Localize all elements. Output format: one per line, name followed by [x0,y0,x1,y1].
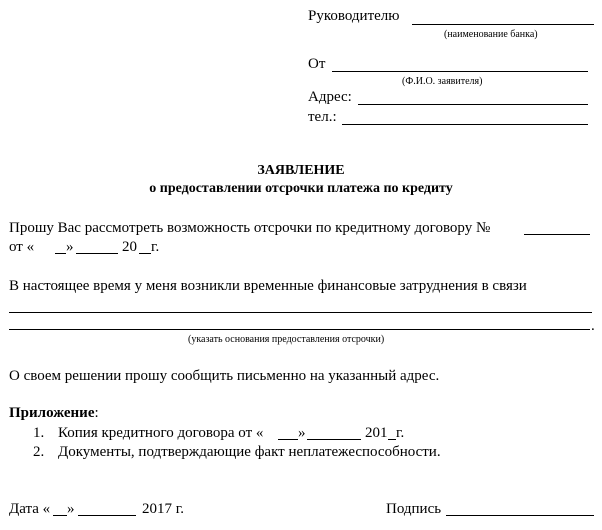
to-label: Руководителю [308,8,400,24]
attachments-heading-group [9,404,99,422]
signature-line [446,515,594,516]
reason-line-1 [9,312,592,313]
from-label: От [308,56,326,72]
contract-day-line [55,253,66,254]
contract-month-line [76,253,118,254]
contract-year-prefix: 20 [122,239,137,255]
document-title: ЗАЯВЛЕНИЕ [257,163,345,178]
reason-line-2 [9,329,590,330]
attachments-colon: : [94,405,99,421]
attachment-1-year: 201 [365,425,388,441]
fio-hint: (Ф.И.О. заявителя) [402,76,483,87]
contract-date-close-quote: » [66,239,74,255]
request-text: Прошу Вас рассмотреть возможность отсрочки по кредитному договору № [9,220,491,236]
attachment-1-month-line [307,439,361,440]
attachment-2-text: Документы, подтверждающие факт неплатежеспособности. [58,444,441,460]
phone-line [342,124,588,125]
bank-name-hint: (наименование банка) [444,29,538,40]
fio-line [332,71,588,72]
attachment-1-year-suffix: г. [396,425,405,441]
footer-date-label: Дата « [9,501,51,517]
attachment-2-number: 2. [33,444,45,460]
contract-date-from: от « [9,239,35,255]
document-subtitle: о предоставлении отсрочки платежа по кредиту [149,181,453,196]
footer-date-year: 2017 г. [142,501,184,517]
address-line [358,104,588,105]
contract-year-suffix: г. [151,239,160,255]
contract-number-line [524,234,590,235]
notify-text: О своем решении прошу сообщить письменно на указанный адрес. [9,368,440,384]
footer-day-line [53,515,67,516]
attachment-1-year-line [388,439,396,440]
difficulties-text: В настоящее время у меня возникли временные финансовые затруднения в связи [9,278,527,294]
attachment-1-day-line [278,439,298,440]
attachment-1-number: 1. [33,425,45,441]
bank-name-line [412,24,594,25]
attachments-heading: Приложение [9,405,95,421]
attachment-1-close-quote: » [298,425,306,441]
attachment-1-text: Копия кредитного договора от « [58,425,264,441]
contract-year-line [139,253,151,254]
reason-hint: (указать основания предоставления отсрочки) [188,334,385,345]
footer-date-close-quote: » [67,501,75,517]
signature-label: Подпись [386,501,442,517]
phone-label: тел.: [308,109,337,125]
address-label: Адрес: [308,89,352,105]
reason-period: . [591,318,595,334]
footer-month-line [78,515,136,516]
